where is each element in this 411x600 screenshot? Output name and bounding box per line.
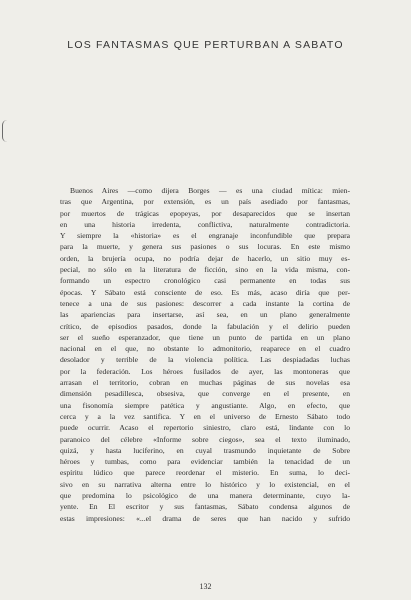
text-line: las apariencias para insertarse, así sea, en un plano generalmente [60,310,350,320]
text-line: Buenos Aires —como dijera Borges — es una ciudad mítica: mien- [70,186,350,195]
text-line: estas impresiones: «...el drama de seres que han nacido y sufrido [60,513,350,523]
text-line: una fisonomía siempre patética y angustiante. Algo, en efecto, que [60,400,350,410]
text-line: por muertos de trágicas epopeyas, por desaparecidos que se insertan [60,208,350,218]
chapter-title: LOS FANTASMAS QUE PERTURBAN A SABATO [67,39,344,51]
text-line: tras que Argentina, por extensión, es un país asediado por fantasmas, [60,197,350,207]
text-line: dimensión pesadillesca, obsesiva, que converge en el presente, en [60,389,350,399]
text-line: crítico, de episodios pasados, donde la fabulación y el delirio pueden [60,321,350,331]
text-line: puede ocurrir. Acaso el repertorio siniestro, claro está, lindante con lo [60,423,350,433]
text-line: ser el sueño esperanzador, que tiene un punto de partida en un plano [60,332,350,342]
text-line: épocas. Y Sábato está consciente de eso. Es más, acaso diría que per- [60,287,350,297]
text-line: formando un espectro cronológico casi permanente en todas sus [60,276,350,286]
text-line: quizá, y hasta luciferino, en cuyal trasmundo inquietante de Sobre [60,445,350,455]
text-line: cerca y a la vez santifica. Y en el universo de Ernesto Sábato todo [60,411,350,421]
text-line: por la federación. Los héroes fusilados de ayer, las montoneras que [60,366,350,376]
text-line: en una historia irredenta, conflictiva, naturalmente contradictoria. [60,219,350,229]
text-line: Y siempre la «historia» es el engranaje inconfundible que prepara [60,231,350,241]
text-line: nacional en el que, no obstante lo admonitorio, reaparece en el cuadro [60,344,350,354]
text-line: héroes y tumbas, como para evidenciar también la tenacidad de un [60,457,350,467]
text-line: arrasan el territorio, cobran en muchas páginas de sus novelas esa [60,378,350,388]
margin-mark [2,120,7,142]
page-number: 132 [199,582,212,591]
text-line: pecial, no sólo en la literatura de ficción, sino en la vida misma, con- [60,265,350,275]
text-line: para la muerte, y genera sus pasiones o sus locuras. En este mismo [60,242,350,252]
text-line: yente. En El escritor y sus fantasmas, Sábato condensa algunos de [60,502,350,512]
text-line: espíritu lúdico que parece reordenar el misterio. En suma, lo deci- [60,468,350,478]
text-line: orden, la brujería ocupa, no podría dejar de hacerlo, un sitio muy es- [60,253,350,263]
text-line: tenece a una de sus pasiones: descorrer a cada instante la cortina de [60,298,350,308]
text-line: paranoico del célebre «Informe sobre ciegos», sea el texto iluminado, [60,434,350,444]
text-line: sivo en su narrativa alterna entre lo histórico y lo existencial, en el [60,479,350,489]
text-line: desolador y terrible de la violencia política. Las despiadadas luchas [60,355,350,365]
text-line: que predomina lo psicológico de una manera determinante, cuyo la- [60,491,350,501]
body-text [60,185,350,524]
